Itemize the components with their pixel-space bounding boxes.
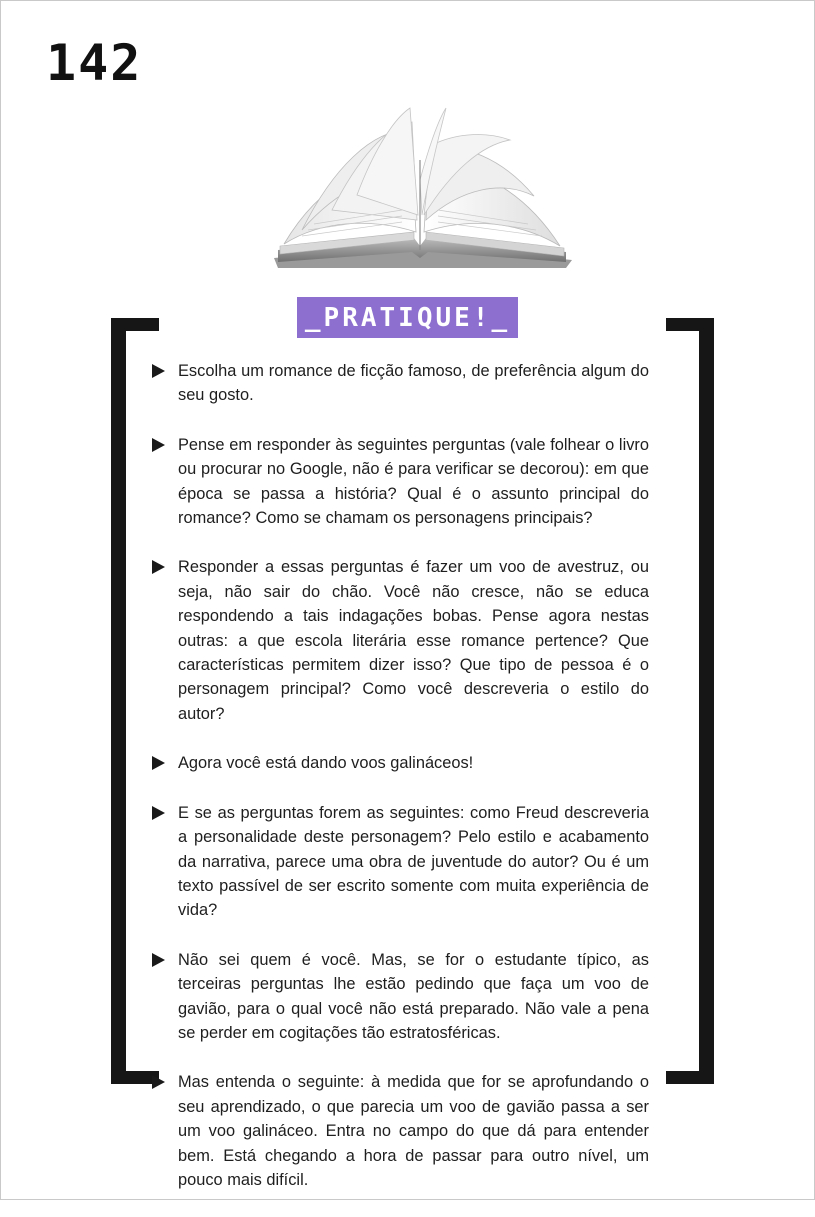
exercise-list [152,359,649,1217]
arrow-bullet-icon [152,953,165,967]
page-number: 142 [46,34,143,92]
arrow-bullet-icon [152,756,165,770]
list-item-text: Responder a essas perguntas é fazer um voo de avestruz, ou seja, não sair do chão. Você não cresce, não se educa respondendo a tais indagações bobas. Pense agora nestas outras: a que escola literária esse romance pertence? Que características permitem dizer isso? Que tipo de pessoa é o personagem principal? Como você descreveria o estilo do autor? [178,558,649,723]
arrow-bullet-icon [152,364,165,378]
list-item [152,359,649,408]
list-item-text: Não sei quem é você. Mas, se for o estudante típico, as terceiras perguntas lhe estão pedindo que faça um voo de gavião, para o qual você não está preparado. Não vale a pena se perder em cogitações tão estratosféricas. [178,950,649,1042]
arrow-bullet-icon [152,1075,165,1089]
list-item-text: Mas entenda o seguinte: à medida que for se aprofundando o seu aprendizado, o que parecia um voo de gavião passa a ser um voo galináceo. Entra no campo do que dá para entender bem. Está chegando a hora de passar para outro nível, um pouco mais difícil. [178,1073,649,1189]
list-item [152,948,649,1046]
section-title: _PRATIQUE!_ [297,297,518,338]
list-item [152,751,649,775]
arrow-bullet-icon [152,560,165,574]
list-item [152,801,649,923]
list-item [152,1070,649,1192]
arrow-bullet-icon [152,806,165,820]
arrow-bullet-icon [152,438,165,452]
list-item-text: Agora você está dando voos galináceos! [178,754,474,773]
list-item-text: Pense em responder às seguintes perguntas (vale folhear o livro ou procurar no Google, não é para verificar se decorou): em que época se passa a história? Qual é o assunto principal do romance? Como se chamam os personagens principais? [178,435,649,528]
list-item-text: Escolha um romance de ficção famoso, de preferência algum do seu gosto. [178,362,649,405]
right-bracket [666,318,714,1084]
open-book-icon [262,100,582,280]
list-item [152,555,649,726]
list-item-text: E se as perguntas forem as seguintes: como Freud descreveria a personalidade deste personagem? Pelo estilo e acabamento da narrativa, parece uma obra de juventude do autor? Ou é um texto passível de ser escrito somente com muita experiência de vida? [178,803,649,920]
list-item [152,433,649,531]
